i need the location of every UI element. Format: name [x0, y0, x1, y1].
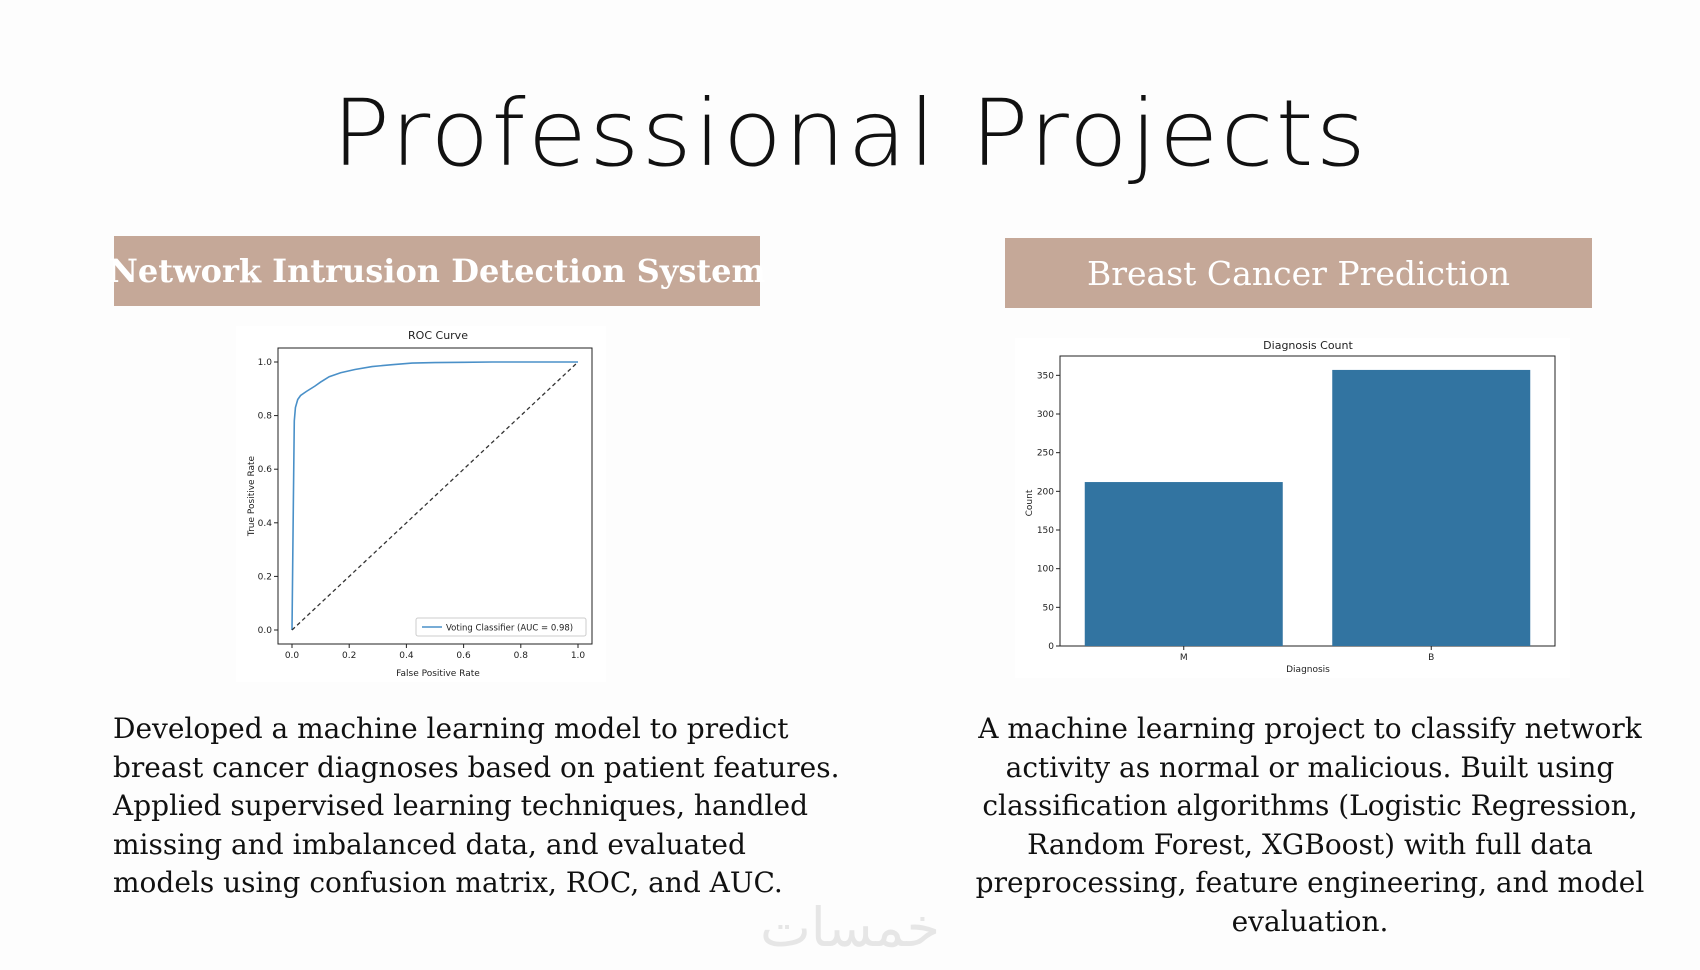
roc-chart: [236, 326, 606, 682]
x-axis-label: Diagnosis: [1286, 665, 1330, 675]
diagnosis-count-chart-svg: [1015, 338, 1570, 678]
roc-chart-svg: [236, 326, 606, 682]
project-description-left: Developed a machine learning model to predict breast cancer diagnoses based on patient features. Applied supervised learning techniques, handled missing and imbalanced data, and evaluated models using confusion matrix, ROC, and AUC.: [113, 712, 840, 899]
x-tick-label: 0.0: [284, 651, 300, 661]
x-tick-label: B: [1428, 653, 1435, 663]
x-tick-label: M: [1179, 653, 1188, 663]
y-tick-label: 150: [1036, 526, 1054, 536]
y-tick-label: 300: [1036, 410, 1054, 420]
y-tick-label: 0.8: [257, 411, 272, 422]
bar-B: [1332, 370, 1530, 646]
x-tick-label: 0.8: [513, 651, 528, 661]
chance-diagonal-line: [292, 362, 578, 630]
page-title: Professional Projects: [331, 80, 1369, 187]
y-tick-label: 0.4: [257, 518, 272, 529]
x-tick-label: 0.2: [342, 651, 357, 661]
y-tick-label: 350: [1036, 371, 1054, 382]
x-tick-label: 0.6: [456, 651, 471, 661]
y-tick-label: 0: [1048, 642, 1054, 652]
project-banner-network-intrusion: Network Intrusion Detection System: [114, 236, 760, 306]
legend-label: Voting Classifier (AUC = 0.98): [446, 623, 574, 634]
chart-title: Diagnosis Count: [1263, 339, 1353, 352]
y-axis-label: Count: [1025, 489, 1035, 517]
y-axis-label: True Positive Rate: [247, 455, 257, 537]
y-tick-label: 250: [1036, 448, 1054, 459]
chart-title: ROC Curve: [408, 329, 468, 342]
diagnosis-count-chart: [1015, 338, 1570, 678]
y-tick-label: 50: [1042, 603, 1054, 614]
watermark-logo: خمسات: [759, 896, 941, 959]
y-tick-label: 0.0: [257, 626, 272, 636]
y-tick-label: 1.0: [257, 358, 272, 368]
y-tick-label: 0.2: [257, 572, 272, 583]
x-axis-label: False Positive Rate: [396, 669, 480, 679]
x-tick-label: 1.0: [570, 651, 586, 661]
project-banner-breast-cancer: Breast Cancer Prediction: [1005, 238, 1592, 308]
y-tick-label: 200: [1036, 487, 1054, 498]
project-description-right: A machine learning project to classify network activity as normal or malicious. Built using classification algorithms (Logistic Regression, Random Forest, XGBoost) with full data preprocessing, feature engineering, and model evaluation.: [975, 712, 1645, 938]
x-tick-label: 0.4: [399, 651, 414, 661]
bar-M: [1085, 482, 1283, 646]
y-tick-label: 0.6: [257, 465, 272, 476]
y-tick-label: 100: [1036, 564, 1054, 575]
